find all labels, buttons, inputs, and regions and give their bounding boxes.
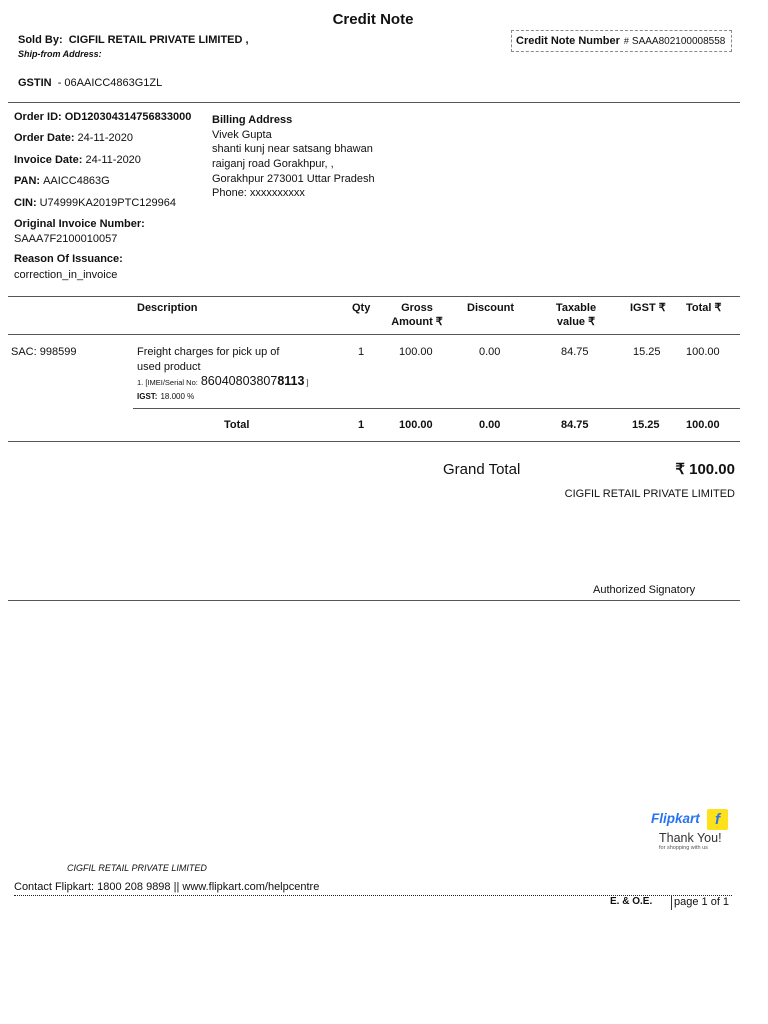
order-id <box>14 110 191 124</box>
flipkart-logo <box>651 807 731 855</box>
header-qty: Qty <box>352 302 371 314</box>
divider <box>8 600 740 601</box>
totals-gross-amount: 100.00 <box>399 419 433 431</box>
document-title: Credit Note <box>332 11 414 28</box>
billing-line: raiganj road Gorakhpur, , <box>212 158 334 170</box>
flipkart-f-icon: f <box>707 809 728 830</box>
order-id-value: OD120304314756833000 <box>64 111 192 123</box>
reason-label: Reason Of Issuance: <box>14 253 123 265</box>
pan-label: PAN: <box>14 175 41 187</box>
credit-note-number-box <box>511 30 732 52</box>
seller-name: CIGFIL RETAIL PRIVATE LIMITED , <box>68 34 249 46</box>
invoice-date-label: Invoice Date: <box>14 154 83 166</box>
divider <box>133 408 740 409</box>
credit-note-number-value: SAAA802100008558 <box>631 35 726 47</box>
order-id-label: Order ID: <box>14 111 62 123</box>
imei-suffix: ] <box>306 378 309 387</box>
footer-company: CIGFIL RETAIL PRIVATE LIMITED <box>67 863 207 873</box>
original-invoice-label: Original Invoice Number: <box>14 218 145 230</box>
footer-separator <box>671 895 672 910</box>
row-description: Freight charges for pick up of used product <box>137 346 280 373</box>
divider <box>8 102 740 103</box>
row-discount: 0.00 <box>479 346 501 358</box>
totals-label: Total <box>224 419 250 431</box>
cin-label: CIN: <box>14 197 37 209</box>
divider <box>8 296 740 297</box>
igst-rate-value: 18.000 % <box>160 392 195 401</box>
row-total: 100.00 <box>686 346 720 358</box>
row-qty: 1 <box>358 346 365 358</box>
billing-name: Vivek Gupta <box>212 129 272 141</box>
header-taxable-value: Taxable value ₹ <box>555 302 597 328</box>
igst-rate-label: IGST: <box>137 392 158 401</box>
original-invoice-value: SAAA7F2100010057 <box>14 233 118 245</box>
divider <box>8 334 740 335</box>
pan <box>14 174 110 188</box>
gstin-value: - 06AAICC4863G1ZL <box>57 77 163 89</box>
grand-total-value: ₹ 100.00 <box>675 461 735 478</box>
serial-bold: 8113 <box>277 374 305 388</box>
footer-contact: Contact Flipkart: 1800 208 9898 || www.flipkart.com/helpcentre <box>14 881 320 893</box>
sold-by <box>18 33 249 47</box>
ship-from-label: Ship-from Address: <box>18 49 102 59</box>
billing-line: Gorakhpur 273001 Uttar Pradesh <box>212 173 375 185</box>
totals-qty: 1 <box>358 419 365 431</box>
serial-regular: 86040803807 <box>200 374 278 388</box>
header-igst: IGST ₹ <box>630 302 666 314</box>
header-gross-amount: Gross Amount ₹ <box>391 302 443 328</box>
order-date-value: 24-11-2020 <box>77 132 133 144</box>
totals-igst: 15.25 <box>632 419 660 431</box>
row-imei <box>137 374 309 390</box>
credit-note-number-hash: # <box>623 36 629 46</box>
row-sac: SAC: 998599 <box>11 346 77 358</box>
row-gross-amount: 100.00 <box>399 346 433 358</box>
invoice-date <box>14 153 141 167</box>
header-description: Description <box>137 302 198 314</box>
billing-address-label: Billing Address <box>212 114 293 126</box>
flipkart-wordmark: Flipkart <box>651 811 700 826</box>
pan-value: AAICC4863G <box>43 175 110 187</box>
invoice-date-value: 24-11-2020 <box>85 154 141 166</box>
header-total: Total ₹ <box>686 302 722 314</box>
cin-value: U74999KA2019PTC129964 <box>39 197 176 209</box>
serial-number <box>201 374 305 388</box>
thank-you-tagline: for shopping with us <box>659 845 708 851</box>
authorized-signatory: Authorized Signatory <box>593 584 696 596</box>
header-discount: Discount <box>467 302 515 314</box>
divider <box>8 441 740 442</box>
grand-total-label: Grand Total <box>443 461 521 478</box>
billing-phone: Phone: xxxxxxxxxx <box>212 187 305 199</box>
footer-page-number: page 1 of 1 <box>674 896 730 908</box>
row-taxable-value: 84.75 <box>561 346 589 358</box>
billing-line: shanti kunj near satsang bhawan <box>212 143 373 155</box>
order-date-label: Order Date: <box>14 132 75 144</box>
row-igst-rate <box>137 391 194 403</box>
sold-by-label: Sold By: <box>18 34 63 46</box>
totals-total: 100.00 <box>686 419 720 431</box>
grand-total-company: CIGFIL RETAIL PRIVATE LIMITED <box>564 488 735 500</box>
order-date <box>14 131 133 145</box>
imei-prefix: 1. [IMEI/Serial No: <box>137 378 198 387</box>
footer-eoe: E. & O.E. <box>610 896 653 907</box>
gstin-label: GSTIN <box>18 77 52 89</box>
credit-note-number-label: Credit Note Number <box>516 35 620 47</box>
gstin <box>18 76 162 90</box>
reason-value: correction_in_invoice <box>14 269 118 281</box>
totals-taxable-value: 84.75 <box>561 419 589 431</box>
cin <box>14 196 176 210</box>
row-igst: 15.25 <box>633 346 661 358</box>
thank-you-text: Thank You! <box>659 831 722 845</box>
totals-discount: 0.00 <box>479 419 501 431</box>
